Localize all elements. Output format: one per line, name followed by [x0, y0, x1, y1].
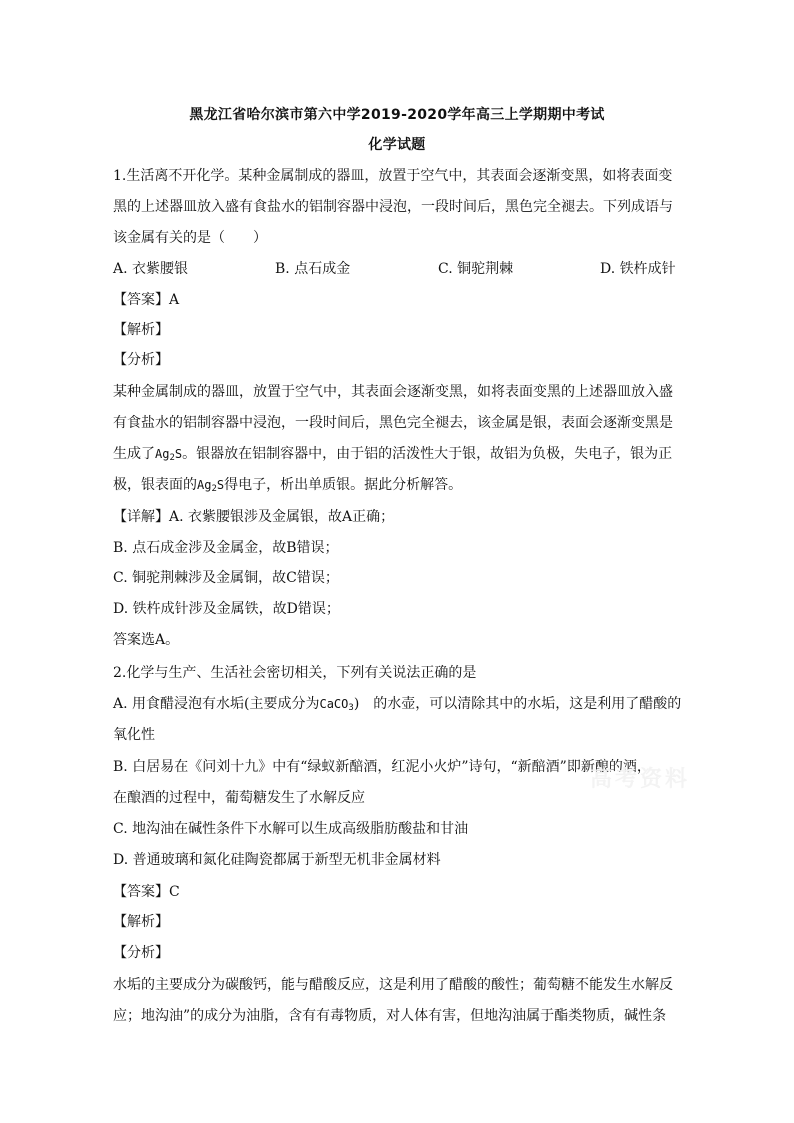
q1-analysis-line-1: 某种金属制成的器皿，放置于空气中，其表面会逐渐变黑，如将表面变黑的上述器皿放入盛: [113, 384, 673, 400]
q1-analysis-line-2: 有食盐水的铝制容器中浸泡，一段时间后，黑色完全褪去，该金属是银，表面会逐渐变黑是: [113, 415, 673, 431]
q1-analysis-4-text: 极，银表面的: [113, 477, 197, 493]
q1-detail-line-2: B. 点石成金涉及金属金，故B错误；: [113, 540, 339, 556]
formula-subscript: 2: [211, 484, 217, 494]
exam-subtitle: 化学试题: [368, 137, 426, 153]
q2-option-c: C. 地沟油在碱性条件下水解可以生成高级脂肪酸盐和甘油: [113, 821, 469, 837]
q1-fenxi-heading: 【分析】: [113, 352, 169, 368]
formula-caco: CaCO: [319, 697, 349, 711]
q2-option-a-line-1: [113, 694, 683, 714]
q1-stem-line-1: 1.生活离不开化学。某种金属制成的器皿，放置于空气中，其表面会逐渐变黑，如将表面变: [113, 168, 673, 184]
q1-option-d: D. 铁杵成针: [600, 261, 676, 277]
q1-option-b: B. 点石成金: [275, 261, 351, 277]
formula-subscript: 2: [169, 453, 175, 463]
q2-analysis-line-2: 应；地沟油”的成分为油脂，含有有毒物质，对人体有害，但地沟油属于酯类物质，碱性条: [113, 1008, 667, 1024]
q1-formula-ag2s-2: [197, 478, 224, 492]
q1-conclusion: 答案选A。: [113, 632, 180, 648]
q2-option-d: D. 普通玻璃和氮化硅陶瓷都属于新型无机非金属材料: [113, 852, 441, 868]
formula-s: S: [216, 478, 225, 492]
exam-title: 黑龙江省哈尔滨市第六中学2019-2020学年高三上学期期中考试: [189, 107, 605, 123]
q2-analysis-line-1: 水垢的主要成分为碳酸钙，能与醋酸反应，这是利用了醋酸的酸性；葡萄糖不能发生水解反: [113, 977, 673, 993]
q1-analysis-line-3: [113, 444, 683, 464]
q1-option-a: A. 衣紫腰银: [113, 261, 189, 277]
q1-option-c: C. 铜驼荆棘: [438, 261, 514, 277]
formula-ag: Ag: [155, 447, 170, 461]
q1-analysis-3-rest: 。银器放在铝制容器中，由于铝的活泼性大于银，故铝为负极，失电子，银为正: [182, 446, 673, 462]
q2-option-b-line-1: B. 白居易在《问刘十九》中有“绿蚁新醅酒，红泥小火炉”诗句，“新醅酒”即新酿的酒，: [113, 759, 651, 775]
q2-option-a-rest: ) 的水壶，可以清除其中的水垢，这是利用了醋酸的: [353, 696, 682, 712]
q1-stem-line-3: 该金属有关的是（ ）: [113, 230, 267, 246]
q1-analysis-3-text: 生成了: [113, 446, 155, 462]
q2-fenxi-heading: 【分析】: [113, 945, 169, 961]
q2-formula-caco3: [319, 697, 353, 711]
q1-jiexi-heading: 【解析】: [113, 322, 169, 338]
q1-detail-line-1: 【详解】A. 衣紫腰银涉及金属银，故A正确；: [113, 509, 395, 525]
watermark: 高考资料: [590, 767, 691, 792]
q2-answer: 【答案】C: [113, 884, 180, 900]
formula-subscript: 3: [348, 703, 354, 713]
q2-option-a-line-2: 氧化性: [113, 727, 155, 743]
q2-stem: 2.化学与生产、生活社会密切相关，下列有关说法正确的是: [113, 665, 477, 681]
q1-analysis-4-rest: 得电子，析出单质银。据此分析解答。: [224, 477, 463, 493]
q1-detail-line-3: C. 铜驼荆棘涉及金属铜，故C错误；: [113, 570, 339, 586]
formula-ag: Ag: [197, 478, 212, 492]
q2-jiexi-heading: 【解析】: [113, 914, 169, 930]
q2-option-a-text: A. 用食醋浸泡有水垢(主要成分为: [113, 696, 320, 712]
q2-option-b-line-2: 在酿酒的过程中，葡萄糖发生了水解反应: [113, 790, 365, 806]
q1-stem-line-2: 黑的上述器皿放入盛有食盐水的铝制容器中浸泡，一段时间后，黑色完全褪去。下列成语与: [113, 199, 673, 215]
q1-detail-line-4: D. 铁杵成针涉及金属铁，故D错误；: [113, 601, 340, 617]
q1-analysis-line-4: [113, 475, 683, 495]
q1-formula-ag2s: [155, 447, 182, 461]
formula-s: S: [174, 447, 183, 461]
q1-answer: 【答案】A: [113, 292, 180, 308]
